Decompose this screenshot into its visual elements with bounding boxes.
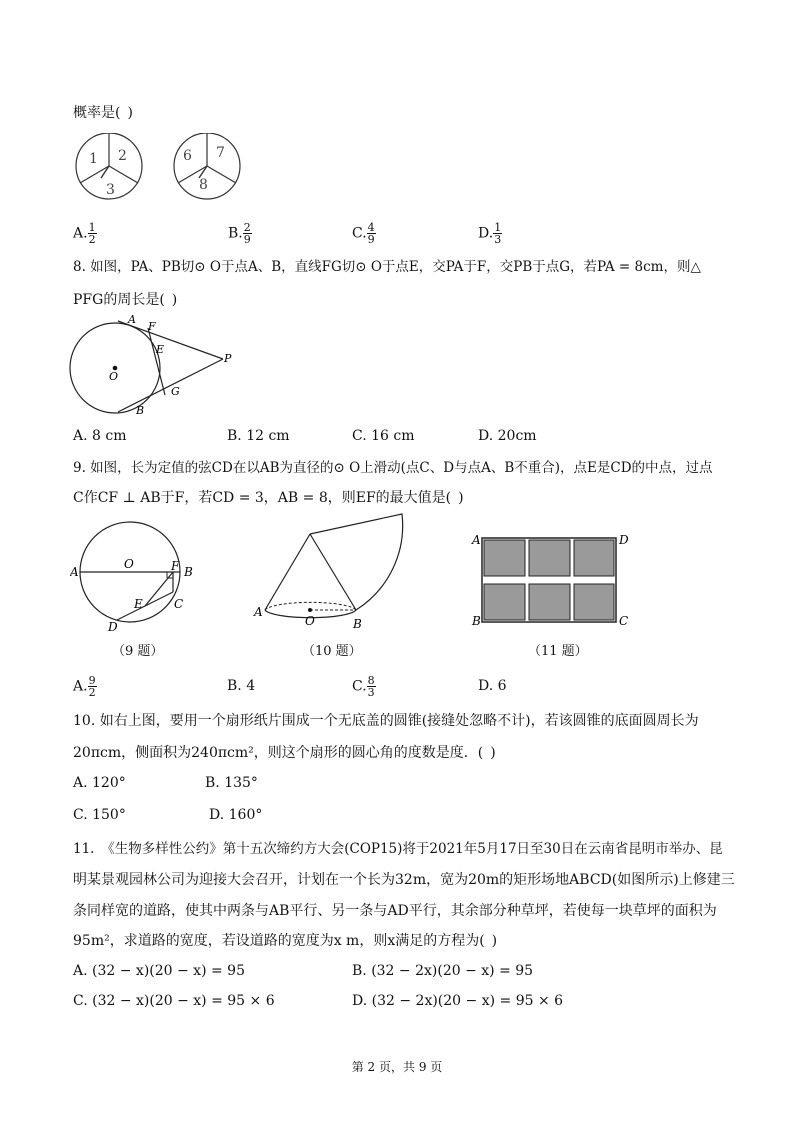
q10-label-b: B bbox=[353, 617, 362, 631]
spinner-1-label-1: 1 bbox=[89, 151, 98, 167]
q9-option-c: C. $\frac{8}{3}$ bbox=[352, 674, 375, 699]
caption-q11: （11 题） bbox=[528, 644, 588, 659]
q11-figure bbox=[470, 530, 635, 630]
spinner-2-label-7: 7 bbox=[216, 145, 225, 161]
q9-label-e: E bbox=[134, 597, 143, 611]
q9-option-a: A. $\frac{9}{2}$ bbox=[73, 674, 96, 699]
spinner-1-label-3: 3 bbox=[106, 182, 115, 198]
q10-label-a: A bbox=[254, 605, 263, 619]
q11-label-a: A bbox=[472, 533, 481, 547]
q10-figure bbox=[252, 512, 417, 632]
q10-option-c: C. 150° bbox=[73, 807, 126, 823]
q11-option-b: B. (32 − 2x)(20 − x) = 95 bbox=[352, 963, 534, 979]
q11-label-c: C bbox=[619, 614, 629, 628]
q11-option-c: C. (32 − x)(20 − x) = 95 × 6 bbox=[73, 993, 275, 1009]
q8-line-2: PFG的周长是( ) bbox=[73, 292, 178, 308]
q11-option-a: A. (32 − x)(20 − x) = 95 bbox=[73, 963, 245, 979]
q8-label-e: E bbox=[156, 343, 165, 356]
caption-q10: （10 题） bbox=[302, 644, 362, 659]
q9-label-f: F bbox=[171, 559, 180, 573]
q9-line-1: 9. 如图，长为定值的弦CD在以AB为直径的⊙ O上滑动(点C、D与点A、B不重合)，点E是CD的中点，过点 bbox=[73, 460, 713, 476]
q7-spinners-figure bbox=[70, 133, 250, 203]
q10-label-o: O bbox=[305, 614, 315, 628]
q11-line-4: 95m²，求道路的宽度，若设道路的宽度为x m，则x满足的方程为( ) bbox=[73, 933, 498, 949]
q10-option-a: A. 120° bbox=[73, 775, 126, 791]
q9-label-d: D bbox=[108, 620, 118, 634]
q9-label-o: O bbox=[124, 557, 134, 571]
q8-label-b: B bbox=[136, 404, 145, 417]
q11-line-3: 条同样宽的道路，使其中两条与AB平行、另一条与AD平行，其余部分种草坪，若使每一块草坪的面积为 bbox=[73, 903, 717, 919]
q10-line-2: 20πcm，侧面积为240πcm²，则这个扇形的圆心角的度数是度．( ) bbox=[73, 745, 496, 761]
q11-option-d: D. (32 − 2x)(20 − x) = 95 × 6 bbox=[352, 993, 564, 1009]
q8-line-1: 8. 如图，PA、PB切⊙ O于点A、B，直线FG切⊙ O于点E，交PA于F，交PB于点G，若PA = 8cm，则△ bbox=[73, 259, 701, 275]
q8-figure bbox=[68, 312, 238, 420]
q10-option-d: D. 160° bbox=[209, 807, 263, 823]
spinner-1-label-2: 2 bbox=[118, 148, 127, 164]
q8-label-p: P bbox=[224, 352, 232, 365]
q7-text: 概率是( ) bbox=[73, 105, 133, 121]
q8-label-f: F bbox=[148, 320, 156, 333]
q9-figure bbox=[70, 520, 200, 635]
q10-option-b: B. 135° bbox=[205, 775, 258, 791]
spinner-2-label-6: 6 bbox=[183, 148, 192, 164]
q7-option-d: D. $\frac{1}{3}$ bbox=[478, 221, 502, 246]
q9-option-d: D. 6 bbox=[478, 678, 507, 694]
q8-label-a: A bbox=[128, 313, 136, 326]
q11-label-d: D bbox=[619, 533, 629, 547]
q9-option-b: B. 4 bbox=[227, 678, 256, 694]
q8-label-o: O bbox=[109, 370, 119, 383]
q9-label-b: B bbox=[184, 565, 193, 579]
q8-option-d: D. 20cm bbox=[478, 428, 537, 444]
q8-option-a: A. 8 cm bbox=[73, 428, 127, 444]
q9-line-2: C作CF ⊥ AB于F，若CD = 3，AB = 8，则EF的最大值是( ) bbox=[73, 490, 464, 506]
spinner-1 bbox=[76, 133, 142, 199]
q7-option-b: B. $\frac{2}{9}$ bbox=[228, 221, 251, 246]
q11-label-b: B bbox=[472, 614, 481, 628]
q8-option-b: B. 12 cm bbox=[227, 428, 290, 444]
spinner-2 bbox=[174, 133, 240, 199]
q7-option-a: A. $\frac{1}{2}$ bbox=[73, 221, 96, 246]
q11-line-1: 11. 《生物多样性公约》第十五次缔约方大会(COP15)将于2021年5月17日至30日在云南省昆明市举办、昆 bbox=[73, 841, 723, 857]
q7-option-c: C. $\frac{4}{9}$ bbox=[352, 221, 375, 246]
page-footer: 第 2 页，共 9 页 bbox=[351, 1060, 443, 1074]
q9-label-c: C bbox=[174, 597, 184, 611]
q9-label-a: A bbox=[70, 565, 79, 579]
q8-label-g: G bbox=[171, 385, 180, 398]
q10-line-1: 10. 如右上图，要用一个扇形纸片围成一个无底盖的圆锥(接缝处忽略不计)，若该圆锥的底面圆周长为 bbox=[73, 713, 699, 729]
q8-option-c: C. 16 cm bbox=[352, 428, 415, 444]
spinner-2-label-8: 8 bbox=[199, 177, 208, 193]
caption-q9: （9 题） bbox=[112, 644, 164, 659]
q11-line-2: 明某景观园林公司为迎接大会召开，计划在一个长为32m，宽为20m的矩形场地ABCD(如图所示)上修建三 bbox=[73, 872, 735, 888]
